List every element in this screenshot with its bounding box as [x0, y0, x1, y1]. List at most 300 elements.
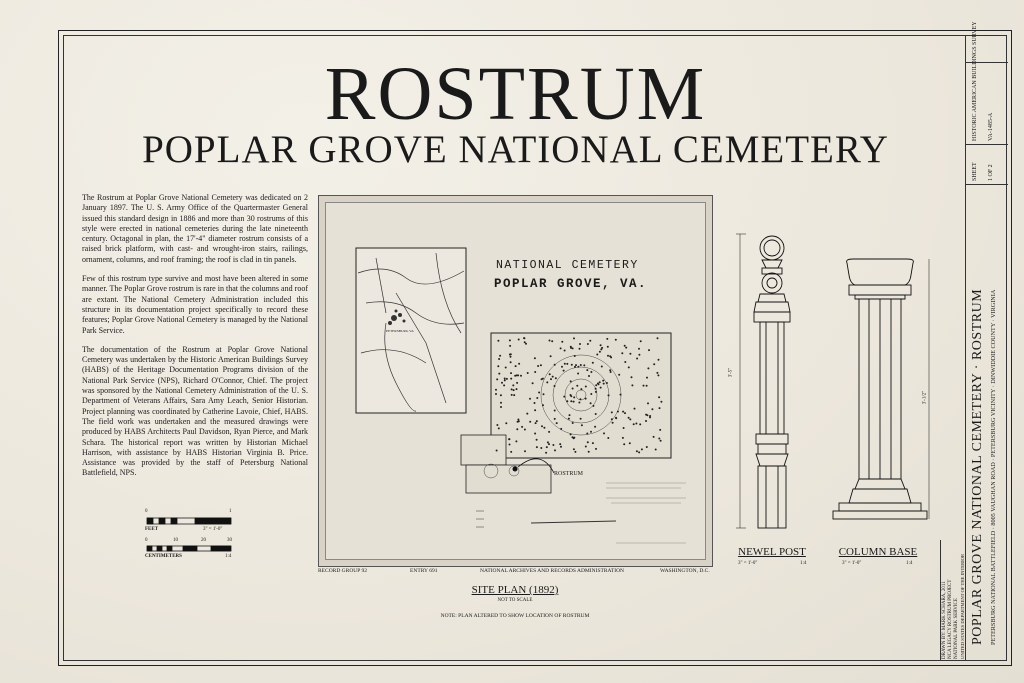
- grave-marker-dot: [513, 389, 515, 391]
- grave-marker-dot: [510, 372, 512, 374]
- grave-marker-dot: [649, 416, 651, 418]
- grave-marker-dot: [585, 398, 587, 400]
- grave-marker-dot: [589, 340, 591, 342]
- feet-ratio: 3" = 1'-0": [203, 527, 223, 532]
- grave-marker-dot: [629, 442, 631, 444]
- grave-marker-dot: [570, 347, 572, 349]
- grave-marker-dot: [628, 366, 630, 368]
- grave-marker-dot: [536, 439, 538, 441]
- grave-marker-dot: [546, 381, 548, 383]
- grave-marker-dot: [607, 355, 609, 357]
- grave-marker-dot: [510, 356, 512, 358]
- grave-marker-dot: [659, 407, 661, 409]
- grave-marker-dot: [594, 426, 596, 428]
- historic-site-map: [318, 195, 713, 567]
- grave-marker-dot: [607, 346, 609, 348]
- grave-marker-dot: [496, 378, 498, 380]
- grave-marker-dot: [548, 443, 550, 445]
- grave-marker-dot: [543, 393, 545, 395]
- grave-marker-dot: [570, 400, 572, 402]
- description-paragraph: The Rostrum at Poplar Grove National Cemetery was dedicated on 2 January 1897. The U. S. Army Office of the Quartermaster General issued this standard design in 1886 and more than 30 rostrums of this style were erected in national cemeteries during the late nineteenth century. Octagonal in plan, the 17'-4" diameter rostrum consists of a raised brick platform, with cast- and wrought-iron stairs, railings, ornament, columns, and roof framing; the roof is clad in tin panels.: [82, 193, 308, 264]
- grave-marker-dot: [570, 433, 572, 435]
- grave-marker-dot: [572, 436, 574, 438]
- grave-marker-dot: [561, 366, 563, 368]
- grave-marker-dot: [622, 411, 624, 413]
- agency-project: NCA LEGACY ROSTRUM PROJECT: [948, 579, 953, 659]
- tb-sheet-of: 1 OF 2: [988, 164, 994, 181]
- grave-marker-dot: [580, 388, 582, 390]
- map-paper: [325, 202, 706, 560]
- grave-marker-dot: [512, 384, 514, 386]
- grave-marker-dot: [569, 414, 571, 416]
- grave-marker-dot: [542, 378, 544, 380]
- grave-marker-dot: [540, 447, 542, 449]
- description-paragraph: The documentation of the Rostrum at Poplar Grove National Cemetery was undertaken by the Historic American Buildings Survey (HABS) of the Heritage Documentation Programs division of the National Park Service (NPS), Richard O'Connor, Chief. The project was sponsored by the National Cemetery Administration of the U. S. Department of Veterans Affairs, Sara Amy Leach, Senior Historian. Project planning was coordinated by Catherine Lavoie, Chief, HABS. The field work was undertaken and the measured drawings were produced by HABS Architects Paul Davidson, Ryan Pierce, and Mark Schara. The historical report was written by Historian Michael Harrison, with assistance by HABS Historian Virginia B. Price. Assistance was provided by the staff of Petersburg National Battlefield, NPS.: [82, 344, 308, 478]
- newel-post-height: 3'-5": [728, 367, 734, 378]
- caption-record-group: RECORD GROUP 92: [318, 568, 367, 574]
- grave-marker-dot: [625, 347, 627, 349]
- grave-marker-dot: [612, 422, 614, 424]
- grave-marker-dot: [617, 411, 619, 413]
- grave-marker-dot: [498, 358, 500, 360]
- site-plan-note: NOTE: PLAN ALTERED TO SHOW LOCATION OF ROSTRUM: [440, 613, 590, 619]
- column-base-height: 3'-1/2": [922, 390, 928, 405]
- grave-marker-dot: [658, 396, 660, 398]
- grave-marker-dot: [580, 418, 582, 420]
- grave-marker-dot: [599, 351, 601, 353]
- grave-marker-dot: [509, 444, 511, 446]
- sheet-title: ROSTRUM: [324, 52, 707, 136]
- grave-marker-dot: [515, 440, 517, 442]
- newel-post-label: NEWEL POST: [738, 546, 806, 558]
- grave-marker-dot: [620, 394, 622, 396]
- site-plan-title: SITE PLAN (1892): [471, 584, 559, 596]
- grave-marker-dot: [636, 450, 638, 452]
- grave-marker-dot: [601, 366, 603, 368]
- tb-survey-number: VA-1485-A: [988, 112, 994, 141]
- grave-marker-dot: [535, 422, 537, 424]
- grave-marker-dot: [564, 363, 566, 365]
- grave-marker-dot: [504, 379, 506, 381]
- grave-marker-dot: [595, 413, 597, 415]
- grave-marker-dot: [560, 347, 562, 349]
- grave-marker-dot: [523, 337, 525, 339]
- grave-marker-dot: [505, 367, 507, 369]
- grave-marker-dot: [607, 437, 609, 439]
- site-plan-scale-note: NOT TO SCALE: [497, 598, 533, 603]
- column-base-drawing: [825, 255, 935, 530]
- grave-marker-dot: [635, 423, 637, 425]
- grave-marker-dot: [573, 337, 575, 339]
- grave-marker-dot: [516, 388, 518, 390]
- grave-marker-dot: [521, 426, 523, 428]
- grave-marker-dot: [570, 394, 572, 396]
- grave-marker-dot: [577, 373, 579, 375]
- grave-marker-dot: [495, 389, 497, 391]
- grave-marker-dot: [546, 446, 548, 448]
- grave-marker-dot: [554, 364, 556, 366]
- grave-marker-dot: [651, 408, 653, 410]
- grave-marker-dot: [550, 378, 552, 380]
- grave-marker-dot: [578, 402, 580, 404]
- grave-marker-dot: [568, 418, 570, 420]
- grave-marker-dot: [534, 433, 536, 435]
- tb-title-cell: [966, 185, 1008, 661]
- title-block: [965, 21, 1007, 661]
- grave-marker-dot: [624, 345, 626, 347]
- grave-marker-dot: [513, 394, 515, 396]
- grave-marker-dot: [638, 354, 640, 356]
- grave-marker-dot: [615, 417, 617, 419]
- grave-marker-dot: [618, 374, 620, 376]
- grave-marker-dot: [646, 377, 648, 379]
- grave-marker-dot: [511, 394, 513, 396]
- grave-marker-dot: [622, 437, 624, 439]
- column-base-scale: 3" = 1'-0": [842, 561, 862, 566]
- description-block: [82, 193, 308, 488]
- site-map-drawing: [326, 203, 705, 559]
- grave-marker-dot: [554, 410, 556, 412]
- grave-marker-dot: [583, 364, 585, 366]
- grave-marker-dot: [611, 418, 613, 420]
- grave-marker-dot: [610, 356, 612, 358]
- grave-marker-dot: [600, 344, 602, 346]
- grave-marker-dot: [570, 380, 572, 382]
- grave-marker-dot: [499, 355, 501, 357]
- grave-marker-dot: [624, 412, 626, 414]
- grave-marker-dot: [527, 372, 529, 374]
- grave-marker-dot: [592, 362, 594, 364]
- feet-label: FEET: [145, 527, 159, 532]
- grave-marker-dot: [517, 419, 519, 421]
- grave-marker-dot: [496, 424, 498, 426]
- grave-marker-dot: [537, 365, 539, 367]
- grave-marker-dot: [595, 391, 597, 393]
- grave-marker-dot: [606, 338, 608, 340]
- rostrum-callout: ROSTRUM: [554, 471, 584, 477]
- grave-marker-dot: [508, 438, 510, 440]
- grave-marker-dot: [555, 377, 557, 379]
- grave-marker-dot: [647, 402, 649, 404]
- tb-sheet-cell: [966, 145, 1008, 185]
- grave-marker-dot: [572, 422, 574, 424]
- grave-marker-dot: [506, 378, 508, 380]
- grave-marker-dot: [585, 446, 587, 448]
- grave-marker-dot: [597, 383, 599, 385]
- cm-tick-20: 20: [201, 538, 206, 543]
- grave-marker-dot: [611, 411, 613, 413]
- drawn-by: DRAWN BY: MARK SCHARA, 2011: [942, 581, 947, 659]
- grave-marker-dot: [590, 393, 592, 395]
- grave-marker-dot: [621, 352, 623, 354]
- grave-marker-dot: [634, 408, 636, 410]
- grave-marker-dot: [610, 371, 612, 373]
- grave-marker-dot: [541, 425, 543, 427]
- grave-marker-dot: [554, 385, 556, 387]
- grave-marker-dot: [564, 350, 566, 352]
- grave-marker-dot: [524, 450, 526, 452]
- grave-marker-dot: [538, 392, 540, 394]
- grave-marker-dot: [518, 420, 520, 422]
- grave-marker-dot: [599, 381, 601, 383]
- grave-marker-dot: [563, 370, 565, 372]
- grave-marker-dot: [585, 386, 587, 388]
- grave-marker-dot: [534, 371, 536, 373]
- grave-marker-dot: [615, 339, 617, 341]
- agency-nps: NATIONAL PARK SERVICE: [954, 598, 959, 659]
- tb-survey: HISTORIC AMERICAN BUILDINGS SURVEY: [972, 21, 978, 141]
- grave-marker-dot: [572, 388, 574, 390]
- grave-marker-dot: [514, 375, 516, 377]
- inset-town-label: PETERSBURG VA: [386, 329, 414, 333]
- grave-marker-dot: [592, 442, 594, 444]
- grave-marker-dot: [574, 355, 576, 357]
- grave-marker-dot: [655, 449, 657, 451]
- grave-marker-dot: [659, 429, 661, 431]
- grave-marker-dot: [560, 446, 562, 448]
- cm-label: CENTIMETERS: [145, 554, 182, 559]
- grave-marker-dot: [560, 428, 562, 430]
- grave-marker-dot: [660, 401, 662, 403]
- grave-marker-dot: [587, 441, 589, 443]
- grave-marker-dot: [646, 446, 648, 448]
- caption-entry: ENTRY 691: [410, 568, 438, 574]
- grave-marker-dot: [516, 428, 518, 430]
- grave-marker-dot: [653, 363, 655, 365]
- map-caption: [318, 568, 713, 576]
- grave-marker-dot: [529, 398, 531, 400]
- grave-marker-dot: [500, 402, 502, 404]
- caption-location: WASHINGTON, D.C.: [660, 568, 710, 574]
- grave-marker-dot: [566, 363, 568, 365]
- grave-marker-dot: [573, 396, 575, 398]
- grave-marker-dot: [561, 341, 563, 343]
- grave-marker-dot: [503, 384, 505, 386]
- grave-marker-dot: [579, 398, 581, 400]
- grave-marker-dot: [563, 396, 565, 398]
- caption-archives: NATIONAL ARCHIVES AND RECORDS ADMINISTRATION: [480, 568, 625, 574]
- grave-marker-dot: [596, 354, 598, 356]
- grave-marker-dot: [603, 383, 605, 385]
- grave-marker-dot: [645, 414, 647, 416]
- grave-marker-dot: [575, 364, 577, 366]
- grave-marker-dot: [641, 448, 643, 450]
- grave-marker-dot: [501, 382, 503, 384]
- grave-marker-dot: [639, 423, 641, 425]
- grave-marker-dot: [636, 358, 638, 360]
- grave-marker-dot: [658, 359, 660, 361]
- grave-marker-dot: [554, 418, 556, 420]
- grave-marker-dot: [586, 369, 588, 371]
- grave-marker-dot: [579, 343, 581, 345]
- grave-marker-dot: [648, 349, 650, 351]
- grave-marker-dot: [640, 340, 642, 342]
- cm-ratio: 1:4: [225, 554, 232, 559]
- map-heading-2: POPLAR GROVE, VA.: [494, 277, 648, 291]
- grave-marker-dot: [552, 444, 554, 446]
- grave-marker-dot: [518, 363, 520, 365]
- grave-marker-dot: [623, 427, 625, 429]
- grave-marker-dot: [631, 376, 633, 378]
- grave-marker-dot: [603, 432, 605, 434]
- grave-marker-dot: [633, 423, 635, 425]
- column-base-label: COLUMN BASE: [838, 546, 918, 558]
- tb-sheet-label: SHEET: [972, 162, 978, 181]
- grave-marker-dot: [600, 348, 602, 350]
- grave-marker-dot: [566, 400, 568, 402]
- grave-marker-dot: [497, 365, 499, 367]
- grave-marker-dot: [638, 348, 640, 350]
- grave-marker-dot: [588, 375, 590, 377]
- grave-marker-dot: [656, 372, 658, 374]
- grave-marker-dot: [498, 373, 500, 375]
- grave-marker-dot: [600, 387, 602, 389]
- grave-marker-dot: [653, 436, 655, 438]
- grave-marker-dot: [580, 364, 582, 366]
- grave-marker-dot: [587, 343, 589, 345]
- grave-marker-dot: [602, 380, 604, 382]
- column-base-ratio: 1:4: [906, 561, 913, 566]
- grave-marker-dot: [631, 384, 633, 386]
- map-heading-1: NATIONAL CEMETERY: [496, 259, 639, 272]
- newel-post-drawing: [732, 228, 812, 533]
- tb-main-title: POPLAR GROVE NATIONAL CEMETERY · ROSTRUM: [970, 288, 985, 645]
- grave-marker-dot: [574, 366, 576, 368]
- graphic-scale-bars: [145, 508, 235, 568]
- grave-marker-dot: [623, 443, 625, 445]
- grave-marker-dot: [581, 424, 583, 426]
- grave-marker-dot: [590, 371, 592, 373]
- grave-marker-dot: [549, 373, 551, 375]
- newel-post-ratio: 1:4: [800, 561, 807, 566]
- grave-marker-dot: [573, 437, 575, 439]
- grave-marker-dot: [543, 427, 545, 429]
- grave-marker-dot: [646, 385, 648, 387]
- grave-marker-dot: [579, 348, 581, 350]
- graphic-scale: [145, 508, 235, 568]
- cm-tick-30: 30: [227, 538, 232, 543]
- grave-marker-dot: [554, 449, 556, 451]
- grave-marker-dot: [638, 451, 640, 453]
- agency-doi: UNITED STATES DEPARTMENT OF THE INTERIOR: [960, 553, 965, 659]
- grave-marker-dot: [524, 341, 526, 343]
- grave-marker-dot: [573, 448, 575, 450]
- grave-marker-dot: [534, 409, 536, 411]
- cm-tick-10: 10: [173, 538, 178, 543]
- cm-tick-0: 0: [145, 538, 148, 543]
- grave-marker-dot: [574, 451, 576, 453]
- grave-marker-dot: [518, 339, 520, 341]
- grave-marker-dot: [517, 374, 519, 376]
- grave-marker-dot: [590, 431, 592, 433]
- grave-marker-dot: [571, 364, 573, 366]
- grave-marker-dot: [534, 402, 536, 404]
- grave-marker-dot: [542, 404, 544, 406]
- grave-marker-dot: [660, 440, 662, 442]
- grave-marker-dot: [496, 450, 498, 452]
- feet-tick-1: 1: [229, 509, 232, 514]
- grave-marker-dot: [495, 393, 497, 395]
- tb-survey-cell: [966, 21, 1008, 145]
- grave-marker-dot: [657, 337, 659, 339]
- grave-marker-dot: [586, 433, 588, 435]
- grave-marker-dot: [658, 438, 660, 440]
- grave-marker-dot: [643, 385, 645, 387]
- newel-post-scale: 3" = 1'-0": [738, 561, 758, 566]
- sheet-subtitle: POPLAR GROVE NATIONAL CEMETERY: [142, 128, 889, 171]
- grave-marker-dot: [536, 397, 538, 399]
- grave-marker-dot: [536, 446, 538, 448]
- grave-marker-dot: [590, 402, 592, 404]
- grave-marker-dot: [592, 405, 594, 407]
- grave-marker-dot: [550, 355, 552, 357]
- grave-marker-dot: [500, 406, 502, 408]
- grave-marker-dot: [500, 394, 502, 396]
- grave-marker-dot: [645, 420, 647, 422]
- grave-marker-dot: [657, 374, 659, 376]
- grave-marker-dot: [524, 429, 526, 431]
- grave-marker-dot: [577, 366, 579, 368]
- grave-marker-dot: [509, 339, 511, 341]
- grave-marker-dot: [504, 378, 506, 380]
- grave-marker-dot: [509, 345, 511, 347]
- grave-marker-dot: [628, 417, 630, 419]
- tb-location: PETERSBURG NATIONAL BATTLEFIELD · 8005 VAUGHAN ROAD · PETERSBURG VICINITY · DINWIDDIE COUNTY · VIRGINIA: [990, 289, 997, 645]
- grave-marker-dot: [529, 421, 531, 423]
- grave-marker-dot: [588, 451, 590, 453]
- grave-marker-dot: [606, 382, 608, 384]
- grave-marker-dot: [540, 364, 542, 366]
- grave-marker-dot: [510, 451, 512, 453]
- grave-marker-dot: [547, 441, 549, 443]
- grave-marker-dot: [576, 385, 578, 387]
- description-paragraph: Few of this rostrum type survive and most have been altered in some manner. The Poplar Grove rostrum is rare in that the columns and roof are extant. The National Cemetery Administration included this structure in its documentation project specifically to record these features; Poplar Grove National Cemetery is managed by the National Park Service.: [82, 274, 308, 335]
- feet-tick-0: 0: [145, 509, 148, 514]
- grave-marker-dot: [559, 443, 561, 445]
- grave-marker-dot: [532, 382, 534, 384]
- grave-marker-dot: [536, 420, 538, 422]
- grave-marker-dot: [556, 422, 558, 424]
- grave-marker-dot: [505, 422, 507, 424]
- grave-marker-dot: [647, 367, 649, 369]
- grave-marker-dot: [595, 384, 597, 386]
- grave-marker-dot: [573, 401, 575, 403]
- grave-marker-dot: [515, 365, 517, 367]
- grave-marker-dot: [549, 340, 551, 342]
- grave-marker-dot: [520, 375, 522, 377]
- grave-marker-dot: [629, 353, 631, 355]
- grave-marker-dot: [526, 413, 528, 415]
- grave-marker-dot: [609, 369, 611, 371]
- grave-marker-dot: [545, 452, 547, 454]
- grave-marker-dot: [608, 394, 610, 396]
- grave-marker-dot: [510, 361, 512, 363]
- grave-marker-dot: [497, 340, 499, 342]
- grave-marker-dot: [510, 378, 512, 380]
- grave-marker-dot: [509, 354, 511, 356]
- grave-marker-dot: [595, 448, 597, 450]
- grave-marker-dot: [629, 418, 631, 420]
- grave-marker-dot: [548, 431, 550, 433]
- grave-marker-dot: [498, 427, 500, 429]
- agency-block: [940, 540, 965, 661]
- grave-marker-dot: [624, 361, 626, 363]
- grave-marker-dot: [516, 382, 518, 384]
- grave-marker-dot: [552, 376, 554, 378]
- grave-marker-dot: [511, 388, 513, 390]
- grave-marker-dot: [534, 357, 536, 359]
- grave-marker-dot: [551, 340, 553, 342]
